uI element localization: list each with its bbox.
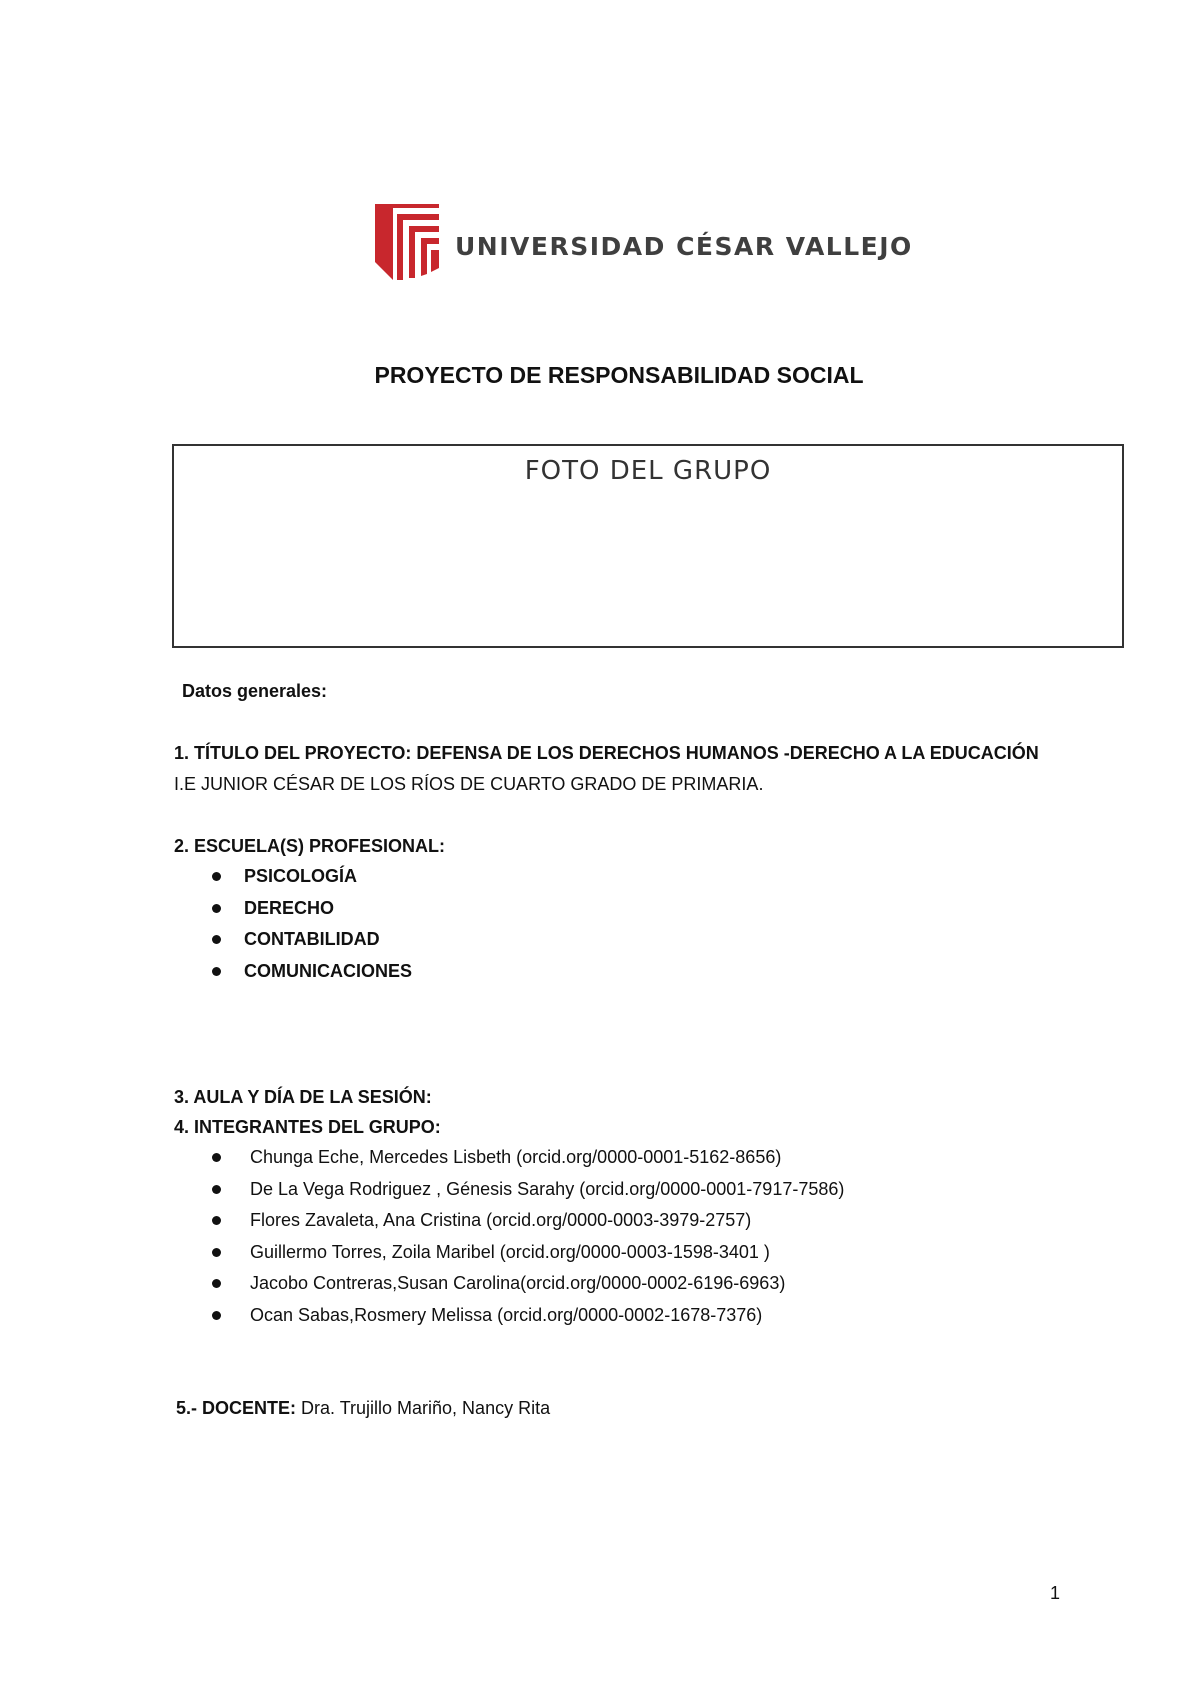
bullet-icon [212,1248,221,1257]
school-name: DERECHO [244,898,335,918]
university-shield-icon [373,200,441,284]
general-data-heading: Datos generales: [182,681,328,701]
university-name: UNIVERSIDAD CÉSAR VALLEJO [455,232,913,261]
school-name: COMUNICACIONES [244,961,413,981]
project-title-continuation: I.E JUNIOR CÉSAR DE LOS RÍOS DE CUARTO GRADO DE PRIMARIA. [174,774,764,794]
bullet-icon [212,1311,221,1320]
member-entry: Guillermo Torres, Zoila Maribel (orcid.org/0000-0003-1598-3401 ) [250,1242,770,1262]
member-entry: Ocan Sabas,Rosmery Melissa (orcid.org/0000-0002-1678-7376) [250,1305,763,1325]
member-entry: Jacobo Contreras,Susan Carolina(orcid.org/0000-0002-6196-6963) [250,1273,786,1293]
bullet-icon [212,1216,221,1225]
project-title-label: 1. TÍTULO DEL PROYECTO: DEFENSA DE LOS DERECHOS HUMANOS -DERECHO A LA EDUCACIÓN [174,743,1039,763]
bullet-icon [212,935,221,944]
bullet-icon [212,1185,221,1194]
teacher-line [176,1397,550,1419]
teacher-label: 5.- DOCENTE: [176,1398,297,1418]
bullet-icon [212,872,221,881]
photo-placeholder-label: FOTO DEL GRUPO [524,456,772,486]
group-photo-placeholder [172,444,1124,648]
teacher-name: Dra. Trujillo Mariño, Nancy Rita [296,1398,551,1418]
bullet-icon [212,1279,221,1288]
school-name: CONTABILIDAD [244,929,380,949]
member-entry: De La Vega Rodriguez , Génesis Sarahy (orcid.org/0000-0001-7917-7586) [250,1179,845,1199]
member-entry: Chunga Eche, Mercedes Lisbeth (orcid.org/0000-0001-5162-8656) [250,1147,782,1167]
school-name: PSICOLOGÍA [244,866,358,886]
bullet-icon [212,904,221,913]
group-members-label: 4. INTEGRANTES DEL GRUPO: [174,1117,441,1137]
schools-label: 2. ESCUELA(S) PROFESIONAL: [174,836,446,856]
classroom-session-label: 3. AULA Y DÍA DE LA SESIÓN: [174,1087,432,1107]
member-entry: Flores Zavaleta, Ana Cristina (orcid.org/0000-0003-3979-2757) [250,1210,752,1230]
university-logo [373,200,913,290]
bullet-icon [212,1153,221,1162]
page-number: 1 [1050,1583,1061,1603]
bullet-icon [212,967,221,976]
document-title: PROYECTO DE RESPONSABILIDAD SOCIAL [374,362,864,388]
